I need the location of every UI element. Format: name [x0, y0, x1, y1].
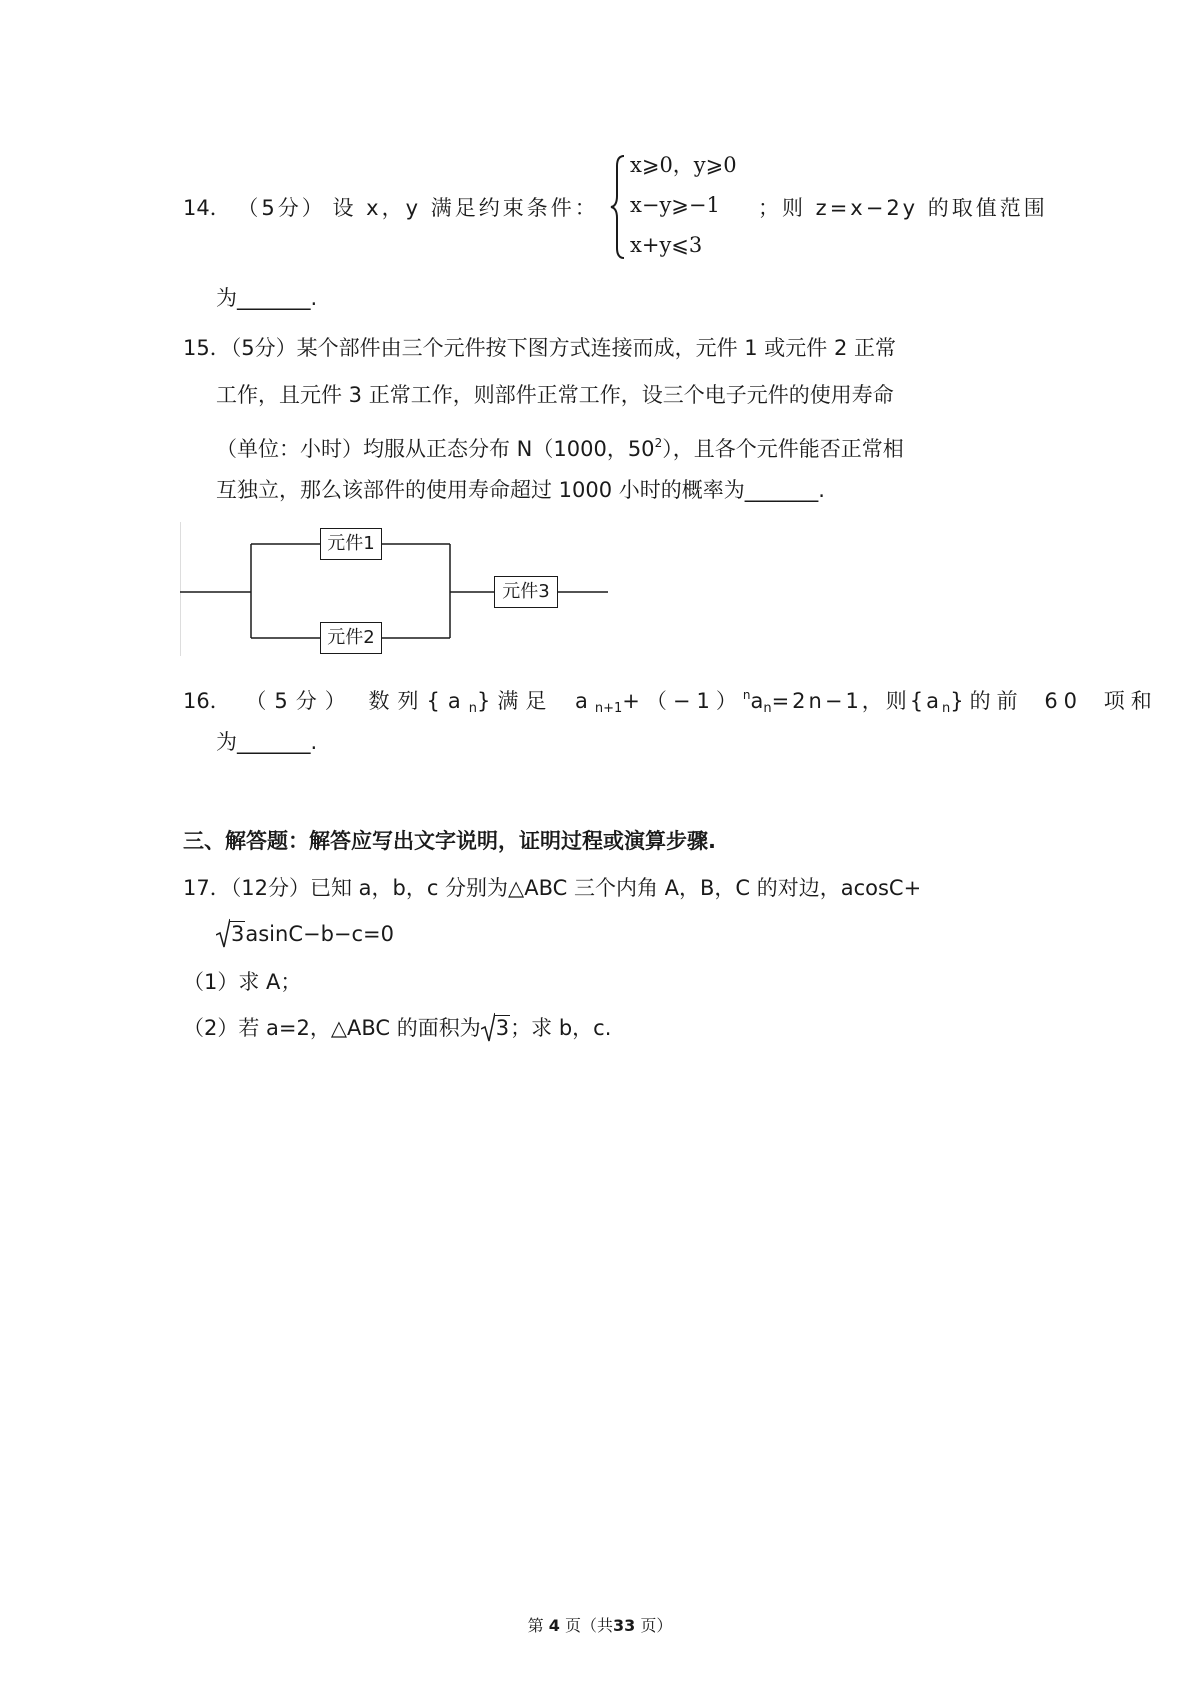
- q17-line1: [183, 873, 921, 903]
- q14-constraint-1: x⩾0，y⩾0: [630, 153, 737, 177]
- radical-icon: [481, 1011, 495, 1043]
- q16-text-1: 数列{a: [368, 689, 469, 713]
- sqrt-symbol-2: [481, 1013, 510, 1043]
- q16-sub-1: n: [468, 701, 477, 716]
- q14-number: 14．: [183, 196, 231, 220]
- q17-part2-text-a: （2）若 a=2，△ABC 的面积为: [183, 1016, 481, 1040]
- q17-number: 17．: [183, 876, 231, 900]
- q17-line2: [216, 919, 394, 949]
- component-3-box: 元件3: [494, 576, 558, 608]
- footer-post: 页）: [640, 1616, 673, 1635]
- q14-tail: ；则 z=x−2y 的取值范围: [758, 196, 1048, 220]
- q15-text-1: （5分）某个部件由三个元件按下图方式连接而成，元件 1 或元件 2 正常: [230, 336, 897, 360]
- q15-line2: 工作，且元件 3 正常工作，则部件正常工作，设三个电子元件的使用寿命: [216, 383, 894, 407]
- q16-text-3: +（−1）: [622, 689, 743, 713]
- section-3-heading: 三、解答题：解答应写出文字说明，证明过程或演算步骤.: [183, 829, 716, 853]
- left-brace-icon: [608, 152, 628, 262]
- q14-constraint-2: x−y⩾−1: [630, 193, 720, 217]
- component-2-box: 元件2: [320, 622, 382, 654]
- sqrt-radicand-2: 3: [495, 1016, 510, 1040]
- q17-part1: （1）求 A；: [183, 970, 302, 994]
- q16-score: （5分）: [245, 689, 354, 713]
- q15-text-3a: （单位：小时）均服从正态分布 N（1000，50: [216, 437, 655, 461]
- q16-answer-line: 为_______.: [216, 730, 318, 754]
- q16-text-5: =2n−1，则{a: [771, 689, 943, 713]
- q16-text-4: a: [750, 689, 764, 713]
- q16-text-6: }的前 60 项和: [950, 689, 1158, 713]
- q15-line3: [216, 428, 904, 464]
- q15-circuit-diagram: [180, 522, 620, 662]
- q17-part2-text-b: ；求 b，c.: [510, 1016, 612, 1040]
- footer-total-pages: 33: [612, 1616, 636, 1635]
- footer-pre: 第: [527, 1616, 544, 1635]
- q16-number: 16．: [183, 689, 231, 713]
- q14-stem: 设 x，y 满足约束条件：: [332, 196, 599, 220]
- q15-superscript: 2: [654, 436, 663, 450]
- q14-answer-line: 为_______.: [216, 286, 318, 310]
- radical-icon: [216, 917, 230, 949]
- q17-part2: [183, 1013, 611, 1043]
- page-footer: [0, 1613, 1200, 1636]
- sqrt-symbol-1: [216, 919, 245, 949]
- q15-number: 15．: [183, 336, 231, 360]
- q17-text-1: （12分）已知 a，b，c 分别为△ABC 三个内角 A，B，C 的对边，acosC+: [230, 876, 922, 900]
- q16-line1: [183, 680, 1158, 724]
- sqrt-radicand-1: 3: [231, 922, 245, 946]
- footer-mid: 页（共: [564, 1616, 613, 1635]
- q14-constraint-3: x+y⩽3: [630, 233, 703, 257]
- q17-text-2: asinC−b−c=0: [245, 922, 395, 946]
- q15-line1: [183, 333, 896, 363]
- q16-text-2: }满足 a: [476, 689, 595, 713]
- q16-sub-2: n+1: [594, 701, 623, 716]
- component-1-box: 元件1: [320, 528, 382, 560]
- q16-sub-5: n: [942, 701, 951, 716]
- q15-line4: 互独立，那么该部件的使用寿命超过 1000 小时的概率为_______.: [216, 478, 825, 502]
- q16-sup: n: [742, 688, 751, 702]
- q15-text-3b: ），且各个元件能否正常相: [662, 437, 904, 461]
- q14-score: （5分）: [237, 196, 326, 220]
- q16-sub-4: n: [763, 701, 772, 716]
- q14-constraint-system: [608, 152, 758, 262]
- q14-line1: [183, 193, 599, 223]
- footer-page-number: 4: [548, 1616, 560, 1635]
